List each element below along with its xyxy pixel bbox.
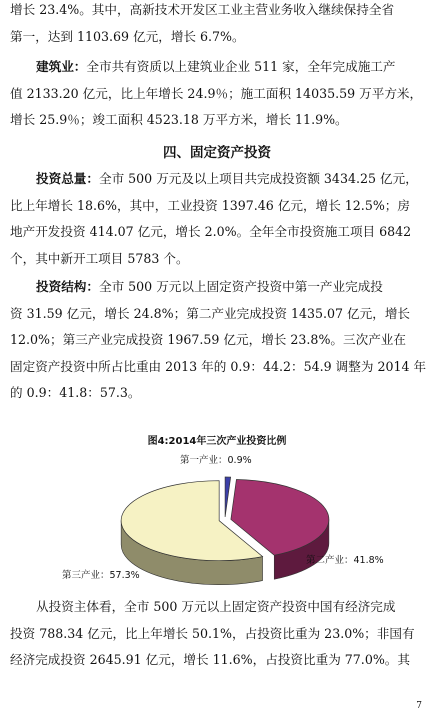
pie-label-secondary: 第二产业：41.8% xyxy=(306,555,384,566)
text-line: 值 2133.20 亿元，比上年增长 24.9％；施工面积 14035.59 万平方米， xyxy=(10,85,423,101)
paragraph-lead: 投资总量： xyxy=(36,171,99,186)
paragraph-investment-ownership xyxy=(10,594,426,674)
text-segment: 全市 500 万元以上固定资产投资中第一产业完成投 xyxy=(98,279,383,294)
text-line: 12.0%；第三产业完成投资 1967.59 亿元，增长 23.8%。三次产业在 xyxy=(10,332,406,347)
text-line: 比上年增长 18.6%，其中，工业投资 1397.46 亿元，增长 12.5%；房 xyxy=(10,197,410,213)
text-segment: 全市 500 万元及以上项目共完成投资额 3434.25 亿元， xyxy=(98,171,418,186)
pie-slice-primary xyxy=(225,477,231,517)
section-heading: 四、固定资产投资 xyxy=(163,145,271,161)
text-line: 增长 23.4%。其中，高新技术开发区工业主营业务收入继续保持全省 xyxy=(10,2,395,17)
text-line: 经济完成投资 2645.91 亿元，增长 11.6%，占投资比重为 77.0%。其 xyxy=(10,652,410,667)
text-line: 的 0.9：41.8：57.3。 xyxy=(10,385,141,400)
chart-title: 图4:2014年三次产业投资比例 xyxy=(147,436,287,447)
pie-label-primary: 第一产业：0.9% xyxy=(180,455,252,466)
text-segment: 全市共有资质以上建筑业企业 511 家，全年完成施工产 xyxy=(86,59,396,74)
text-line: 资 31.59 亿元，增长 24.8%；第二产业完成投资 1435.07 亿元，增长 xyxy=(10,305,411,321)
paragraph-lead: 建筑业： xyxy=(36,59,87,74)
text-line: 投资 788.34 亿元，比上年增长 50.1%，占投资比重为 23.0%；非国有 xyxy=(10,625,415,641)
text-line: 地产开发投资 414.07 亿元，增长 2.0%。全年全市投资施工项目 6842 xyxy=(10,224,412,239)
paragraph-lead: 投资结构： xyxy=(36,279,99,294)
text-line: 第一，达到 1103.69 亿元，增长 6.7%。 xyxy=(10,28,245,44)
text-line: 增长 25.9％；竣工面积 4523.18 万平方米，增长 11.9%。 xyxy=(10,112,348,127)
text-line: 个，其中新开工项目 5783 个。 xyxy=(10,250,189,266)
pie-label-tertiary: 第三产业：57.3% xyxy=(62,570,140,581)
text-line: 固定资产投资中所占比重由 2013 年的 0.9：44.2：54.9 调整为 2014 年 xyxy=(10,358,426,374)
text-line: 从投资主体看，全市 500 万元以上固定资产投资中国有经济完成 xyxy=(36,599,396,614)
page-number: 7 xyxy=(416,701,422,711)
